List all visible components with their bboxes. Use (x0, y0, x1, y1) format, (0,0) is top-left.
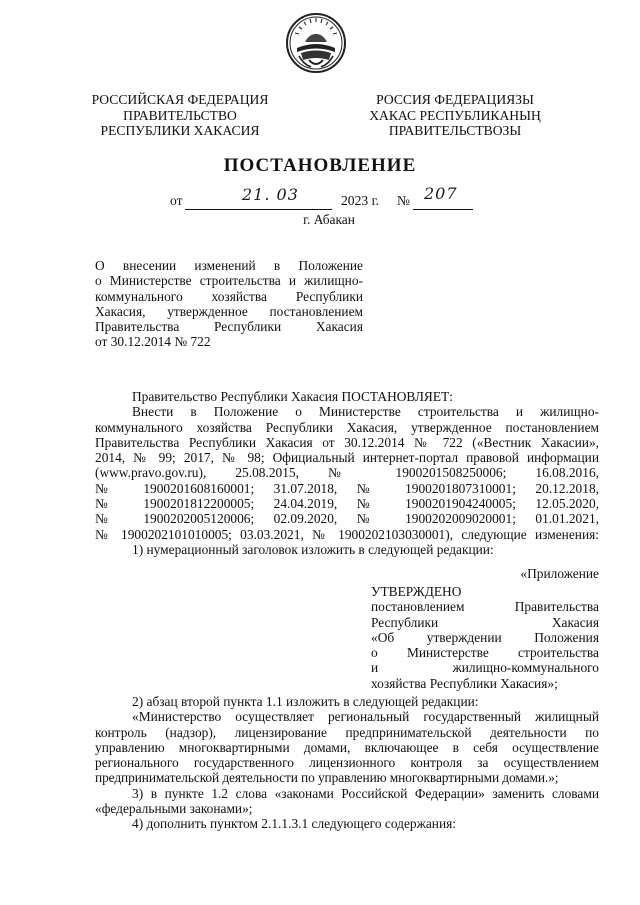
body-line: «федеральными законами»; (95, 801, 253, 817)
header-right-line: РОССИЯ ФЕДЕРАЦИЯЗЫ (376, 92, 534, 107)
body-line: 4) дополнить пунктом 2.1.1.3.1 следующего содержания: (132, 816, 456, 832)
body-text-part-2 (95, 694, 599, 832)
subject-line: Правительства Республики Хакасия (95, 319, 363, 335)
annex-line: УТВЕРЖДЕНО (371, 584, 462, 599)
annex-block (371, 584, 599, 691)
body-line: управлению многоквартирными домами, включающее в себя осуществление (95, 739, 599, 755)
header-left-line: РОССИЙСКАЯ ФЕДЕРАЦИЯ (91, 92, 269, 107)
body-line: предпринимательской деятельности по управлению многоквартирными домами.»; (95, 770, 559, 786)
body-line: «Министерство осуществляет региональный государственный жилищный (132, 709, 599, 725)
date-year: 2023 г. (341, 193, 380, 208)
body-line: контроль (надзор), лицензирование предпринимательской деятельности по (95, 724, 599, 740)
annex-line: хозяйства Республики Хакасия»; (371, 675, 558, 691)
body-line: регионального государственного лицензионного контроля за осуществлением (95, 755, 599, 771)
body-line: № 1900202101010005; 03.03.2021, № 1900202103030001), следующие изменения: (95, 526, 599, 542)
annex-line: Республики Хакасия (371, 614, 599, 630)
annex-heading: «Приложение (520, 566, 599, 581)
body-line: Внести в Положение о Министерстве строительства и жилищно- (132, 404, 599, 420)
body-line: коммунального хозяйства Республики Хакасия, утвержденное постановлением (95, 419, 599, 435)
body-line: Правительство Республики Хакасия ПОСТАНОВЛЯЕТ: (132, 389, 453, 404)
body-line: Правительства Республики Хакасия от 30.12.2014 № 722 («Вестник Хакасии», (95, 434, 599, 450)
subject-block (95, 258, 363, 350)
subject-line: О внесении изменений в Положение (95, 258, 363, 273)
subject-line: коммунального хозяйства Республики (95, 288, 363, 304)
body-line: 1) нумерационный заголовок изложить в следующей редакции: (132, 541, 494, 557)
body-text-part-1 (95, 389, 599, 557)
date-prefix: от (170, 193, 183, 208)
subject-line: Хакасия, утвержденное постановлением (95, 303, 363, 319)
annex-line: «Об утверждении Положения (371, 629, 599, 645)
city-name: г. Абакан (303, 212, 355, 227)
header-left-block (80, 92, 280, 139)
header-right-line: ХАКАС РЕСПУБЛИКАНЫҢ (369, 107, 541, 123)
number-handwritten: 207 (424, 184, 458, 203)
subject-line: от 30.12.2014 № 722 (95, 334, 211, 350)
annex-line: о Министерстве строительства (371, 645, 599, 661)
body-line: № 1900202005120006; 02.09.2020, № 1900202009020001; 01.01.2021, (95, 511, 599, 527)
header-right-line: ПРАВИТЕЛЬСТВОЗЫ (388, 123, 522, 138)
body-line: (www.pravo.gov.ru), 25.08.2015, № 1900201508250006; 16.08.2016, (95, 465, 599, 481)
document-title: ПОСТАНОВЛЕНИЕ (223, 155, 417, 176)
body-line: 3) в пункте 1.2 слова «законами Российской Федерации» заменить словами (132, 785, 599, 801)
header-right-block (355, 92, 555, 139)
annex-line: и жилищно-коммунального (371, 660, 599, 676)
header-left-line: ПРАВИТЕЛЬСТВО (123, 107, 237, 123)
body-line: № 1900201608160001; 31.07.2018, № 1900201807310001; 20.12.2018, (95, 480, 599, 496)
body-line: 2014, № 99; 2017, № 98; Официальный интернет-портал правовой информации (95, 450, 599, 466)
header-left-line: РЕСПУБЛИКИ ХАКАСИЯ (100, 123, 260, 138)
number-sign: № (397, 193, 410, 208)
subject-line: о Министерстве строительства и жилищно- (95, 273, 363, 289)
date-handwritten: 21. 03 (242, 185, 299, 204)
body-line: 2) абзац второй пункта 1.1 изложить в следующей редакции: (132, 694, 479, 709)
annex-line: постановлением Правительства (371, 599, 599, 615)
body-line: № 1900201812200005; 24.04.2019, № 1900201904240005; 12.05.2020, (95, 496, 599, 512)
coat-of-arms-emblem-icon (285, 12, 347, 74)
